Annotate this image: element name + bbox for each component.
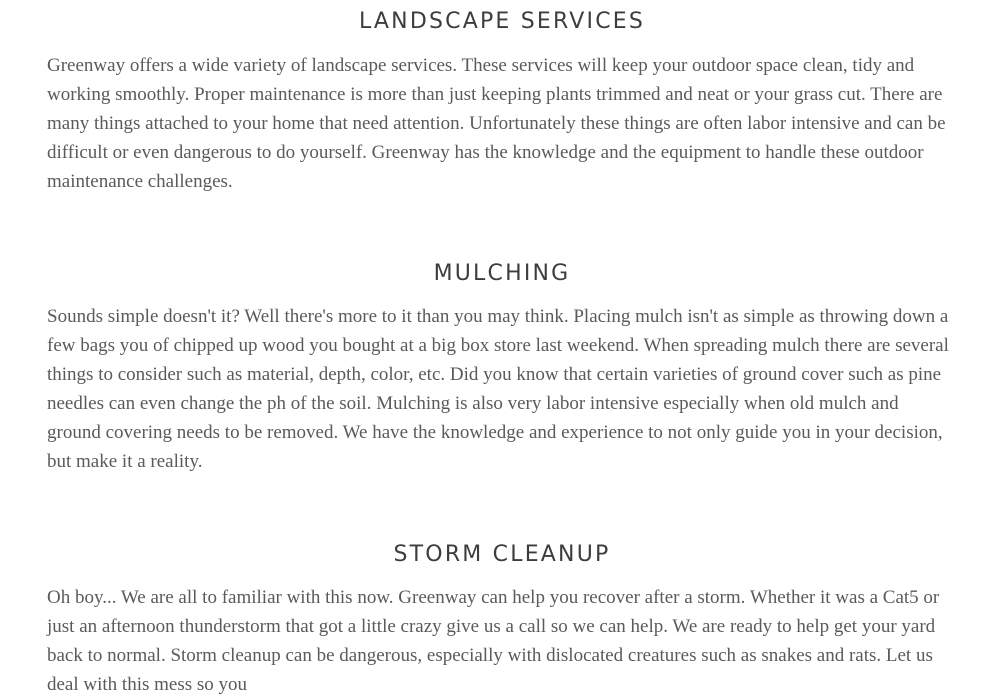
section-body: Oh boy... We are all to familiar with this now. Greenway can help you recover after a storm. Whether it was a Cat5 or just an afternoon thunderstorm that got a little crazy give us a call so we can help. We are ready to help get your yard back to normal. Storm cleanup can be dangerous, especially with dislocated creatures such as snakes and rats. Let us deal with this mess so you bbox=[47, 587, 940, 695]
landscape-services-section bbox=[47, 9, 957, 197]
section-heading: MULCHING bbox=[433, 261, 571, 286]
storm-cleanup-section bbox=[47, 542, 957, 700]
section-body: Sounds simple doesn't it? Well there's more to it than you may think. Placing mulch isn't as simple as throwing down a few bags you of chipped up wood you bought at a big box store last weekend. When spreading mulch there are several things to consider such as material, depth, color, etc. Did you know that certain varieties of ground cover such as pine needles can even change the ph of the soil. Mulching is also very labor intensive especially when old mulch and ground covering needs to be removed. We have the knowledge and experience to not only guide you in your decision, but make it a reality. bbox=[47, 306, 949, 472]
section-heading: LANDSCAPE SERVICES bbox=[358, 9, 646, 34]
section-heading: STORM CLEANUP bbox=[393, 542, 611, 567]
section-body: Greenway offers a wide variety of landscape services. These services will keep your outdoor space clean, tidy and working smoothly. Proper maintenance is more than just keeping plants trimmed and neat or your grass cut. There are many things attached to your home that need attention. Unfortunately these things are often labor intensive and can be difficult or even dangerous to do yourself. Greenway has the knowledge and the equipment to handle these outdoor maintenance challenges. bbox=[47, 55, 946, 192]
mulching-section bbox=[47, 261, 957, 476]
